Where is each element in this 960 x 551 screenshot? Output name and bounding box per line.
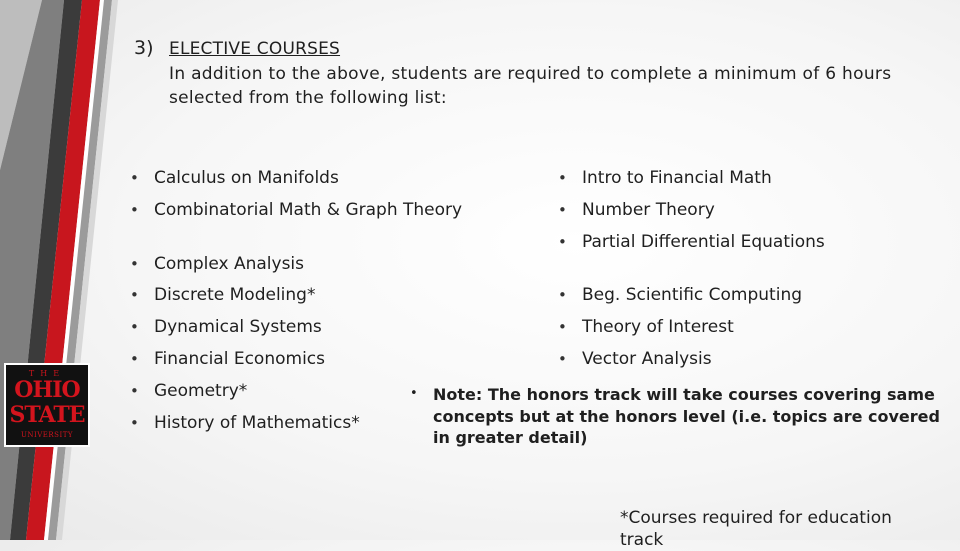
education-footnote: *Courses required for education track (620, 508, 892, 550)
section-number: 3) (134, 37, 154, 59)
honors-note: Note: The honors track will take courses covering same concepts but at the honors level (i.e. topics are covered in greater detail) (433, 385, 940, 447)
section-title: ELECTIVE COURSES (169, 39, 341, 59)
course-item: • Intro to Financial Math (582, 168, 772, 188)
course-item: • Dynamical Systems (154, 317, 322, 337)
course-item: • Combinatorial Math & Graph Theory (154, 200, 462, 220)
section-description: In addition to the above, students are required to complete a minimum of 6 hours selected from the following list: (169, 64, 892, 108)
course-item: • Complex Analysis (154, 254, 304, 274)
ohio-state-logo (4, 363, 90, 447)
course-item: • Number Theory (582, 200, 715, 220)
logo-state-text: STATE (9, 402, 85, 428)
course-item: • Geometry* (154, 381, 247, 401)
course-item: • Calculus on Manifolds (154, 168, 339, 188)
note-bullet: • (410, 386, 418, 401)
course-item: • Theory of Interest (582, 317, 734, 337)
course-item: • Discrete Modeling* (154, 285, 315, 305)
course-item: • Vector Analysis (582, 349, 712, 369)
course-item: • History of Mathematics* (154, 413, 360, 433)
logo-ohio-text: OHIO (14, 377, 80, 403)
course-item: • Beg. Scientific Computing (582, 285, 802, 305)
logo-university-text: UNIVERSITY (20, 431, 74, 439)
course-item: • Financial Economics (154, 349, 325, 369)
course-item: • Partial Differential Equations (582, 232, 825, 252)
logo-the-text: THE (28, 369, 66, 378)
